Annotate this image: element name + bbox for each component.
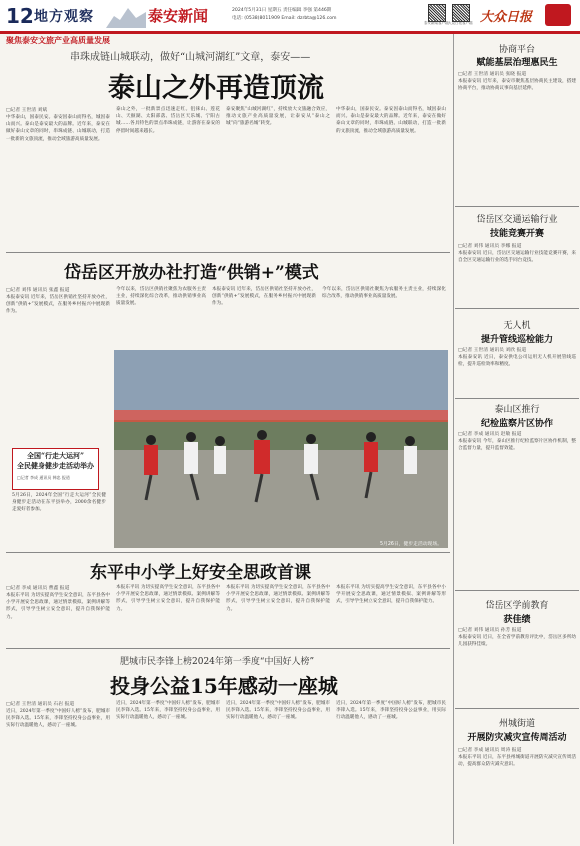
contact-line: 电话: (0538)8011909 Email: dzrbta@126.com [232, 16, 337, 21]
right4-title: 纪检监察片区协作 [480, 419, 553, 429]
article4-col4: 近日，2024年第一季度“中国好人榜”发布，肥城市民李锋入选。15年来，李锋坚持投身公益事业，用实际行动温暖他人，感动了一座城。 [336, 701, 446, 721]
right2-body: 本报泰安讯 近日，岱岳区交通运输行业技能竞赛开赛，来自全区交通运输行业的选手同台竞技。 [458, 251, 576, 264]
right1-byline: □记者 王世清 通讯员 张晓 报道 [458, 72, 527, 77]
article3-col4: 本报东平讯 为切实提高学生安全意识，东平县各中小学开展安全思政课，通过情景模拟、案例讲解等形式，引导学生树立安全意识，提升自我保护能力。 [336, 585, 446, 605]
divider [6, 252, 450, 253]
right1-kicker: 协商平台 [498, 45, 535, 55]
slogan: 聚焦泰安文旅产业高质量发展 [6, 36, 110, 45]
article3-byline: □记者 李成 通讯员 曹鑫 报道 [6, 586, 70, 591]
race-photo [114, 350, 448, 548]
article1-col1: 中华泰山，国泰民安。泰安因泰山而得名，城因泰山而兴。泰山是泰安最大的品牌。近年来，泰安在做好泰山文章的同时，串珠成链、山城联动，打造一批新的文旅顶流，推动全域旅游高质量发展。 [6, 115, 110, 142]
logo-emblem-icon [545, 4, 571, 26]
sidebar-box-body: 5月26日，2024年全国“行走大运河”全民健身健步走活动在东平县举办，2000余名健步走爱好者参加。 [12, 493, 106, 513]
article4-col2: 近日，2024年第一季度“中国好人榜”发布，肥城市民李锋入选。15年来，李锋坚持投身公益事业，用实际行动温暖他人，感动了一座城。 [116, 701, 220, 721]
article2-col1: 本报泰安讯 近年来，岱岳区供销社坚持开放办社，创新“供销+”发展模式，在服务乡村振兴中展现新作为。 [6, 295, 110, 315]
right6-kicker: 州城街道 [498, 719, 535, 729]
article1-title: 泰山之外再造顶流 [108, 73, 324, 104]
section-title: 地方观察 [34, 9, 94, 25]
right3-kicker: 无人机 [503, 321, 531, 331]
marathon-runners-image [114, 350, 448, 548]
article3-col2: 本报东平讯 为切实提高学生安全意识，东平县各中小学开展安全思政课，通过情景模拟、案例讲解等形式，引导学生树立安全意识，提升自我保护能力。 [116, 585, 220, 612]
paper-logo: 大众日报 [480, 10, 533, 25]
article1-col3: 泰安聚焦“山城河湖红”，持续放大文旅融合效应，推动文旅产业高质量发展，让泰安从“泰山之城”向“旅游名城”转变。 [226, 107, 330, 127]
divider [455, 308, 579, 309]
qr-label: 大众日报客户端 [448, 21, 473, 25]
right2-byline: □记者 刘伟 通讯员 李娜 报道 [458, 244, 522, 249]
article4-title: 投身公益15年感动一座城 [110, 674, 338, 698]
sidebar-box [12, 448, 99, 490]
article3-col1: 本报东平讯 为切实提高学生安全意识，东平县各中小学开展安全思政课，通过情景模拟、案例讲解等形式，引导学生树立安全意识，提升自我保护能力。 [6, 593, 110, 620]
article1-col2: 泰山之外，一批新景点迅速走红。徂徕山、莲花山、天颐湖、太阳部落、岱岳区天乐城、宁阳古城……各具特色的景点串珠成链，让游客在泰安的停留时间越来越长。 [116, 107, 220, 134]
divider [455, 708, 579, 709]
right2-title: 技能竞赛开赛 [489, 229, 544, 239]
article3-col3: 本报东平讯 为切实提高学生安全意识，东平县各中小学开展安全思政课，通过情景模拟、案例讲解等形式，引导学生树立安全意识，提升自我保护能力。 [226, 585, 330, 612]
divider [455, 590, 579, 591]
article1-kicker: 串珠成链山城联动，做好“山城河湖红”文章，泰安—— [70, 52, 311, 63]
right2-kicker: 岱岳区交通运输行业 [476, 215, 558, 225]
article2-col4: 今年以来，岱岳区供销社聚焦为农服务主责主业，持续深化综合改革，推动供销事业高质量发展。 [322, 287, 446, 300]
article4-byline: □记者 王世清 通讯员 石岩 报道 [6, 702, 75, 707]
right6-title: 开展防灾减灾宣传周活动 [467, 733, 567, 743]
article1-byline: □记者 王世清 刘斌 [6, 108, 48, 113]
article2-col3: 本报泰安讯 近年来，岱岳区供销社坚持开放办社，创新“供销+”发展模式，在服务乡村振兴中展现新作为。 [212, 287, 316, 307]
article4-col3: 近日，2024年第一季度“中国好人榜”发布，肥城市民李锋入选。15年来，李锋坚持投身公益事业，用实际行动温暖他人，感动了一座城。 [226, 701, 330, 721]
article4-col1: 近日，2024年第一季度“中国好人榜”发布，肥城市民李锋入选。15年来，李锋坚持投身公益事业，用实际行动温暖他人，感动了一座城。 [6, 709, 110, 729]
article2-byline: □记者 刘伟 通讯员 张鑫 报道 [6, 288, 70, 293]
qr-code-icon [428, 4, 446, 22]
right6-byline: □记者 李成 通讯员 周涛 报道 [458, 748, 522, 753]
city-skyline-icon [106, 2, 146, 28]
column-divider [453, 34, 454, 844]
article2-title: 岱岳区开放办社打造“供销+”模式 [64, 263, 319, 283]
right3-title: 提升管线巡检能力 [480, 335, 553, 345]
article3-title: 东平中小学上好安全思政首课 [90, 563, 311, 583]
sidebar-box-title1: 全国“行走大运河” [26, 451, 85, 460]
qr-label: 泰安新闻客户端 [424, 21, 449, 25]
article1-col4: 中华泰山，国泰民安。泰安因泰山而得名，城因泰山而兴。泰山是泰安最大的品牌。近年来，泰安在做好泰山文章的同时，串珠成链、山城联动，打造一批新的文旅顶流，推动全域旅游高质量发展。 [336, 107, 446, 134]
right4-body: 本报泰安讯 今年，泰山区推行纪检监察片区协作机制，整合监督力量，提升监督效能。 [458, 439, 576, 452]
right4-kicker: 泰山区推行 [494, 405, 540, 415]
article2-col2: 今年以来，岱岳区供销社聚焦为农服务主责主业，持续深化综合改革，推动供销事业高质量发展。 [116, 287, 206, 307]
divider [455, 206, 579, 207]
right5-kicker: 岱岳区学前教育 [485, 601, 549, 611]
divider [6, 552, 450, 553]
qr-code-icon [452, 4, 470, 22]
page-header [0, 0, 580, 32]
right5-byline: □记者 刘伟 通讯员 孙芳 报道 [458, 628, 522, 633]
right1-title: 赋能基层治理惠民生 [476, 58, 558, 68]
date-line: 2024年5月31日 星期五 责任编辑 李强 第446期 [232, 8, 332, 13]
right5-title: 获佳绩 [503, 615, 531, 625]
edition-name: 泰安新闻 [148, 7, 209, 25]
divider [6, 648, 450, 649]
right4-byline: □记者 李成 通讯员 赵敏 报道 [458, 432, 522, 437]
sidebar-box-byline: □记者 李成 通讯员 韩忠 报道 [17, 475, 70, 480]
article4-kicker: 肥城市民李锋上榜2024年第一季度“中国好人榜” [120, 657, 315, 667]
right1-body: 本报泰安讯 近年来，泰安市聚焦基层协商民主建设，搭建协商平台，推动协商议事向基层延伸。 [458, 79, 576, 92]
right3-body: 本报泰安讯 近日，泰安供电公司运用无人机开展管线巡检，提升巡检效率和精度。 [458, 355, 576, 368]
header-divider [0, 31, 580, 34]
divider [455, 398, 579, 399]
right6-body: 本报东平讯 近日，东平县州城街道开展防灾减灾宣传周活动，提高群众防灾减灾意识。 [458, 755, 576, 768]
photo-caption: 5月26日，健步走活动现场。 [380, 542, 442, 547]
right3-byline: □记者 王世清 通讯员 刘欣 报道 [458, 348, 527, 353]
sidebar-box-title2: 全民健身健步走活动举办 [17, 461, 94, 470]
right5-body: 本报泰安讯 近日，在全省学前教育评比中，岱岳区多所幼儿园获得佳绩。 [458, 635, 576, 648]
page-number: 12 [6, 4, 34, 28]
